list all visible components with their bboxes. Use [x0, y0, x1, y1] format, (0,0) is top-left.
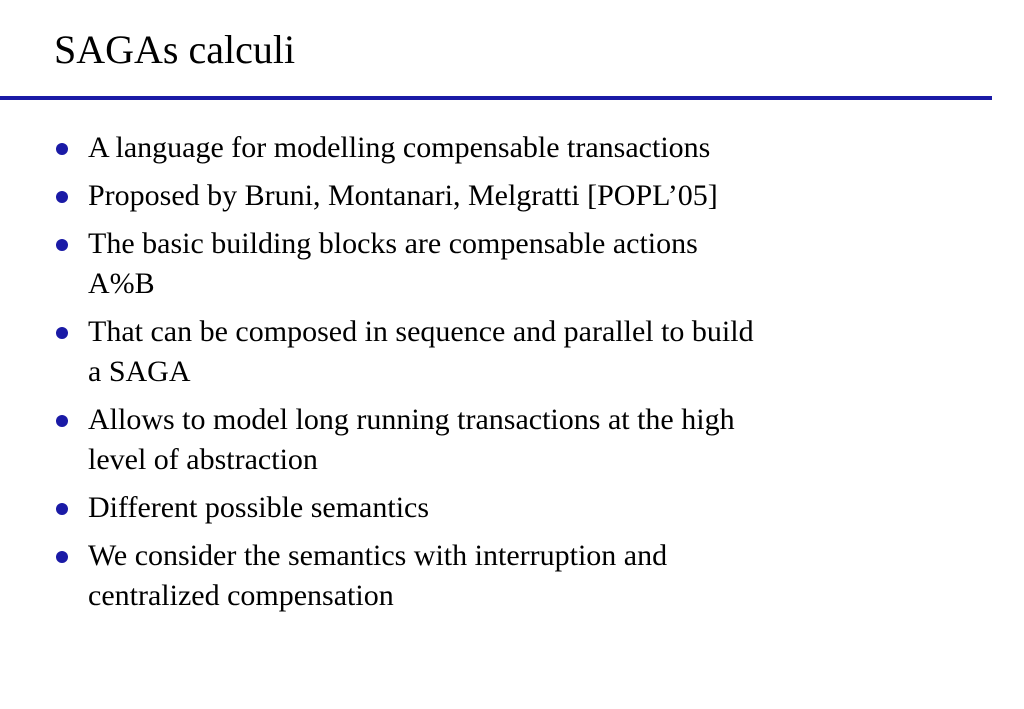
bullet-dot-icon	[56, 503, 68, 515]
bullet-item	[0, 176, 928, 216]
bullet-dot-icon	[56, 415, 68, 427]
bullet-text: We consider the semantics with interruption and centralized compensation	[88, 539, 668, 612]
bullet-text: Proposed by Bruni, Montanari, Melgratti [POPL’05]	[88, 179, 718, 212]
bullet-item	[0, 536, 928, 616]
bullet-text: A language for modelling compensable transactions	[88, 131, 711, 164]
bullet-dot-icon	[56, 327, 68, 339]
bullet-dot-icon	[56, 191, 68, 203]
bullet-text: That can be composed in sequence and parallel to build a SAGA	[88, 315, 754, 388]
bullet-item	[0, 312, 928, 392]
bullet-dot-icon	[56, 551, 68, 563]
slide-title: SAGAs calculi	[54, 27, 296, 72]
bullet-text: Different possible semantics	[88, 491, 430, 524]
title-underline	[0, 96, 992, 100]
bullet-list	[0, 128, 928, 624]
bullet-item	[0, 488, 928, 528]
bullet-item	[0, 224, 928, 304]
bullet-text: The basic building blocks are compensable actions A%B	[88, 227, 698, 300]
bullet-item	[0, 128, 928, 168]
bullet-dot-icon	[56, 143, 68, 155]
bullet-item	[0, 400, 928, 480]
bullet-dot-icon	[56, 239, 68, 251]
bullet-text: Allows to model long running transactions at the high level of abstraction	[88, 403, 735, 476]
